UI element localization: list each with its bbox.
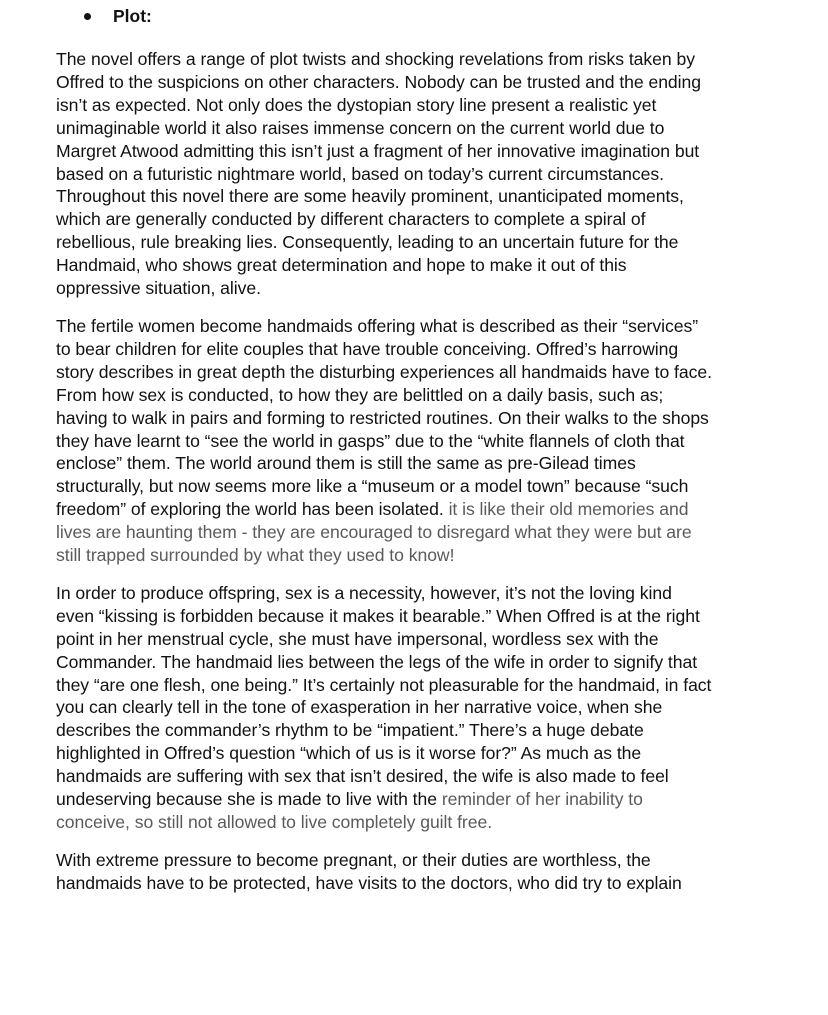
text-line: which are generally conducted by different characters to complete a spiral of [56,209,646,230]
text-line: unimaginable world it also raises immense concern on the current world due to [56,117,665,138]
text-line: highlighted in Offred’s question “which of us is it worse for?” As much as the [56,743,642,764]
text-line: describes the commander’s rhythm to be “impatient.” There’s a huge debate [56,720,644,741]
text-line: rebellious, rule breaking lies. Consequently, leading to an uncertain future for the [56,232,679,253]
text-line: having to walk in pairs and forming to restricted routines. On their walks to the shops [56,407,709,428]
grey-text-line: still trapped surrounded by what they used to know! [56,545,455,566]
text-line: Handmaid, who shows great determination and hope to make it out of this [56,255,627,276]
text-line: they “are one flesh, one being.” It’s certainly not pleasurable for the handmaid, in fact [56,674,712,695]
text-line: isn’t as expected. Not only does the dystopian story line present a realistic yet [56,94,657,115]
text-line: handmaids are suffering with sex that isn’t desired, the wife is also made to feel [56,766,669,787]
text-line: even “kissing is forbidden because it makes it bearable.” When Offred is at the right [56,605,700,626]
text-line: they have learnt to “see the world in gasps” due to the “white flannels of cloth that [56,430,685,451]
text-line: based on a futuristic nightmare world, based on today’s current circumstances. [56,163,664,184]
text-line: you can clearly tell in the tone of exasperation in her narrative voice, when she [56,697,663,718]
grey-text-line: conceive, so still not allowed to live completely guilt free. [56,812,493,832]
text-line: Commander. The handmaid lies between the legs of the wife in order to signify that [56,651,698,672]
text-line: enclose” them. The world around them is still the same as pre-Gilead times [56,453,636,474]
text-segment: freedom” of exploring the world has been isolated. [56,499,444,520]
text-line: story describes in great depth the disturbing experiences all handmaids have to face. [56,361,712,382]
text-line: The fertile women become handmaids offering what is described as their “services” [56,315,699,336]
paragraph-2 [56,315,812,567]
text-line-mixed [56,498,812,521]
text-segment: undeserving because she is made to live with the [56,789,437,810]
section-heading [84,4,152,28]
text-line: With extreme pressure to become pregnant, or their duties are worthless, the [56,849,651,870]
heading-label: Plot: [113,6,152,26]
bullet-icon [84,13,91,20]
grey-text-segment: reminder of her inability to [436,789,643,810]
document-body [56,48,812,910]
text-line: oppressive situation, alive. [56,278,261,299]
text-line: Offred to the suspicions on other characters. Nobody can be trusted and the ending [56,71,701,92]
text-line: handmaids have to be protected, have visits to the doctors, who did try to explain [56,872,682,893]
text-line: In order to produce offspring, sex is a necessity, however, it’s not the loving kind [56,582,672,603]
paragraph-4 [56,849,812,895]
text-line-mixed [56,788,812,811]
grey-text-segment: it is like their old memories and [443,499,689,520]
text-line: Throughout this novel there are some heavily prominent, unanticipated moments, [56,186,684,207]
text-line: From how sex is conducted, to how they are belittled on a daily basis, such as; [56,384,664,405]
text-line: point in her menstrual cycle, she must have impersonal, wordless sex with the [56,628,659,649]
paragraph-3 [56,582,812,834]
text-line: The novel offers a range of plot twists and shocking revelations from risks taken by [56,49,695,69]
text-line: Margret Atwood admitting this isn’t just a fragment of her innovative imagination but [56,140,700,161]
text-line: to bear children for elite couples that have trouble conceiving. Offred’s harrowing [56,338,679,359]
grey-text-line: lives are haunting them - they are encouraged to disregard what they were but are [56,522,692,543]
paragraph-1 [56,48,812,300]
text-line: structurally, but now seems more like a “museum or a model town” because “such [56,476,689,497]
